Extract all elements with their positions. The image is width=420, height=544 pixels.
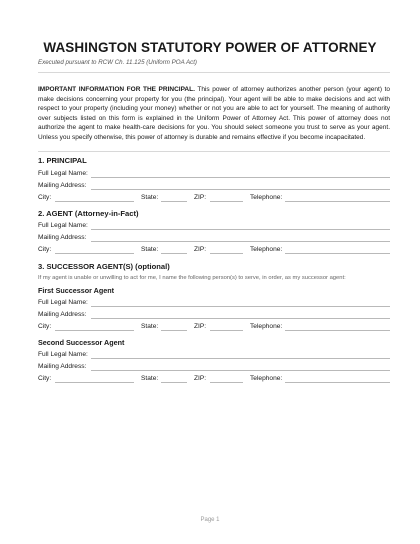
first-successor-telephone-label: Telephone: [250,323,283,330]
second-successor-zip-label: ZIP: [194,375,207,382]
principal-name-label: Full Legal Name: [38,170,88,177]
second-successor-telephone-field[interactable] [285,382,390,383]
agent-telephone-field[interactable] [285,253,390,254]
principal-name-field[interactable] [91,177,390,178]
header-divider [38,72,390,73]
agent-telephone-label: Telephone: [250,246,283,253]
agent-zip-field[interactable] [210,253,243,254]
agent-address-label: Mailing Address: [38,234,87,241]
principal-telephone-field[interactable] [285,201,390,202]
second-successor-name-label: Full Legal Name: [38,351,88,358]
section-successor-heading: 3. SUCCESSOR AGENT(S) (optional) [38,262,170,271]
intro-body: This power of attorney authorizes another person (your agent) to make decisions concerning your property for you (the principal). Your agent will be able to make decisions and act with respect to your property (including your money) whether or not you are able to act for yourself. The meaning of authority over subjects listed on this form is explained in the Uniform Power of Attorney Act. This power of attorney does not authorize the agent to make health-care decisions for you. You should select someone you trust to serve as your agent. Unless you specify otherwise, this power of attorney is durable and remains effective if you become incapacitated. [38,86,390,141]
first-successor-state-field[interactable] [161,330,187,331]
second-successor-telephone-label: Telephone: [250,375,283,382]
principal-state-label: State: [141,194,159,201]
first-successor-name-field[interactable] [91,306,390,307]
second-successor-state-label: State: [141,375,159,382]
principal-telephone-label: Telephone: [250,194,283,201]
second-successor-heading: Second Successor Agent [38,338,125,347]
second-successor-address-field[interactable] [91,370,390,371]
first-successor-city-field[interactable] [55,330,134,331]
agent-name-field[interactable] [91,229,390,230]
second-successor-zip-field[interactable] [210,382,243,383]
principal-city-label: City: [38,194,52,201]
agent-state-label: State: [141,246,159,253]
principal-zip-field[interactable] [210,201,243,202]
first-successor-address-field[interactable] [91,318,390,319]
principal-address-label: Mailing Address: [38,182,87,189]
agent-state-field[interactable] [161,253,187,254]
first-successor-telephone-field[interactable] [285,330,390,331]
page-number: Page 1 [200,517,220,523]
first-successor-city-label: City: [38,323,52,330]
principal-address-field[interactable] [91,189,390,190]
successor-note: If my agent is unable or unwilling to act for me, I name the following person(s) to serve, in order, as my successor agent: [38,275,346,281]
agent-zip-label: ZIP: [194,246,207,253]
agent-city-label: City: [38,246,52,253]
principal-city-field[interactable] [55,201,134,202]
first-successor-zip-label: ZIP: [194,323,207,330]
first-successor-state-label: State: [141,323,159,330]
intro-paragraph [38,85,390,142]
second-successor-name-field[interactable] [91,358,390,359]
principal-state-field[interactable] [161,201,187,202]
agent-address-field[interactable] [91,241,390,242]
second-successor-city-field[interactable] [55,382,134,383]
first-successor-zip-field[interactable] [210,330,243,331]
intro-lead: IMPORTANT INFORMATION FOR THE PRINCIPAL. [38,86,195,93]
document-subtitle: Executed pursuant to RCW Ch. 11.125 (Uniform POA Act) [38,59,197,66]
document-title: WASHINGTON STATUTORY POWER OF ATTORNEY [43,40,377,55]
first-successor-name-label: Full Legal Name: [38,299,88,306]
second-successor-address-label: Mailing Address: [38,363,87,370]
first-successor-heading: First Successor Agent [38,286,115,295]
first-successor-address-label: Mailing Address: [38,311,87,318]
second-successor-city-label: City: [38,375,52,382]
agent-city-field[interactable] [55,253,134,254]
second-successor-state-field[interactable] [161,382,187,383]
section-principal-heading: 1. PRINCIPAL [38,156,87,165]
principal-zip-label: ZIP: [194,194,207,201]
intro-divider [38,151,390,152]
section-agent-heading: 2. AGENT (Attorney-in-Fact) [38,209,139,218]
agent-name-label: Full Legal Name: [38,222,88,229]
